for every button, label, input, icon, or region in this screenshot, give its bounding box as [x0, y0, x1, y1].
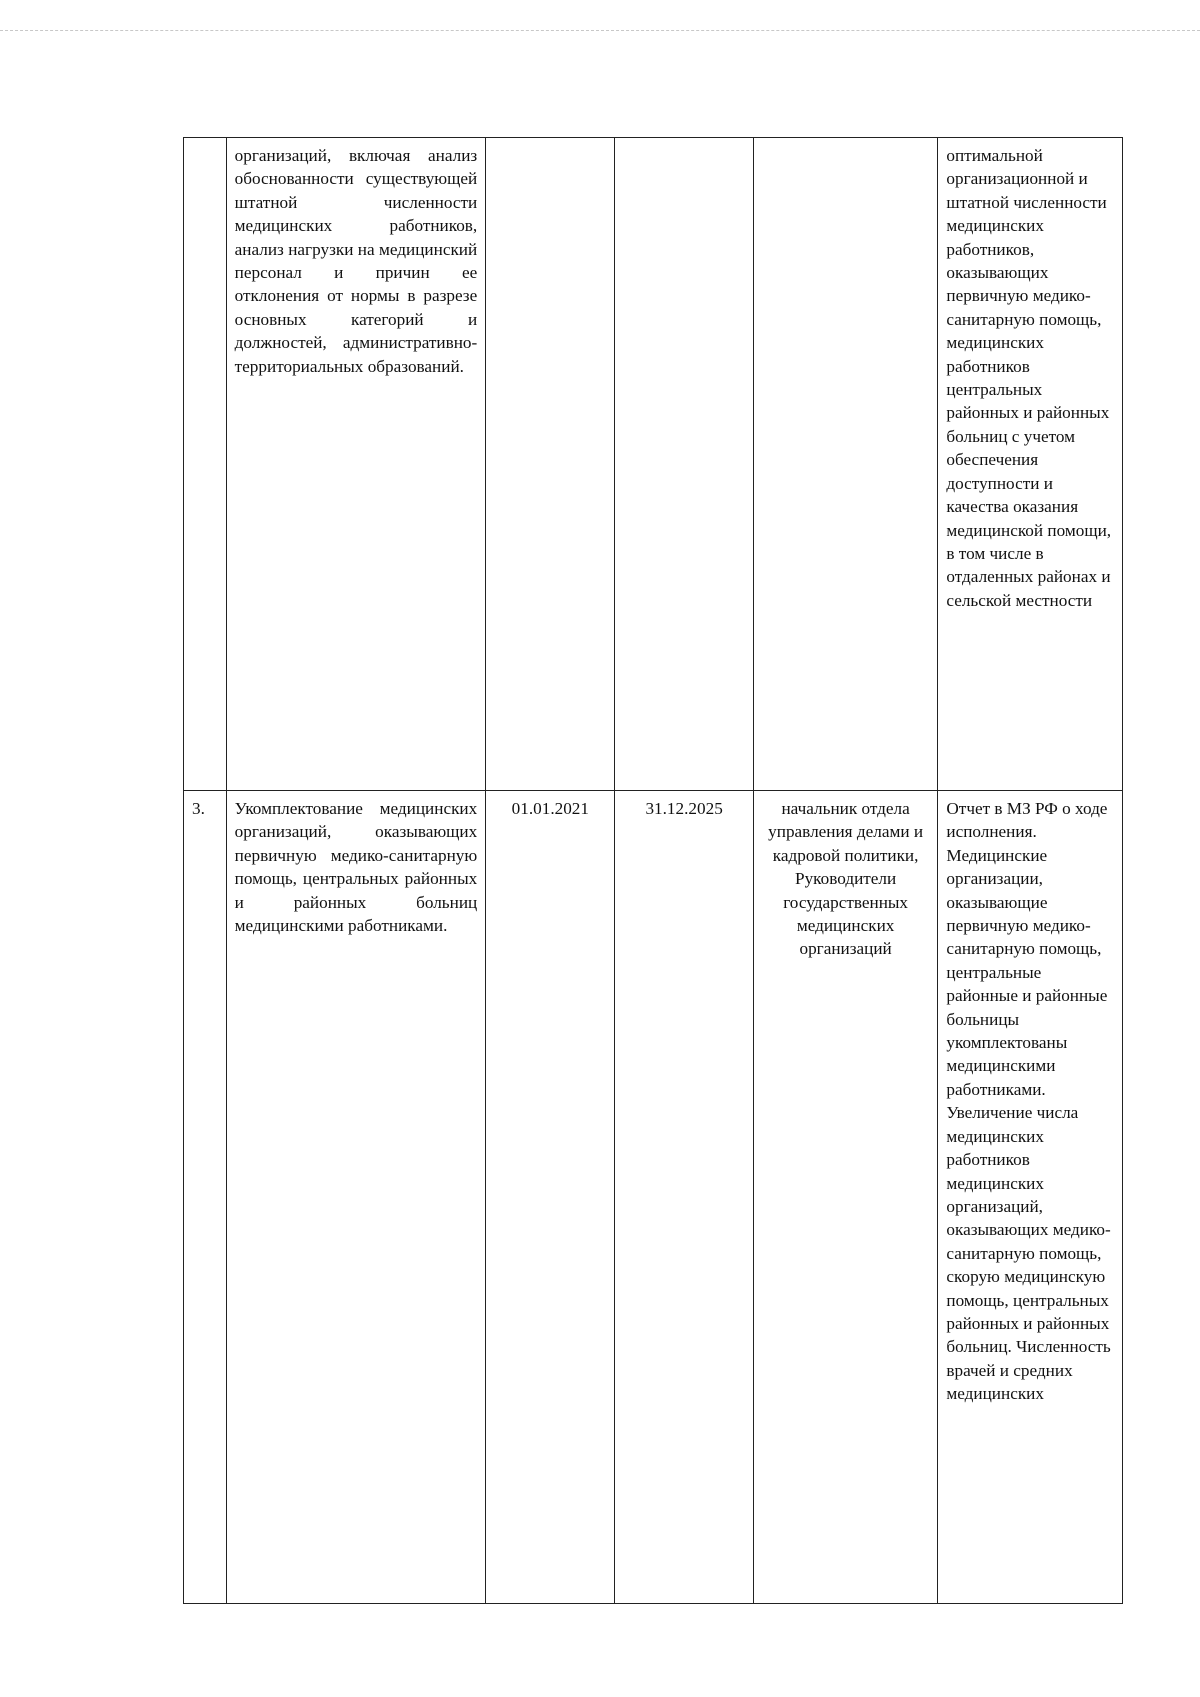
scan-edge-line	[0, 0, 1200, 31]
cell-number: 3.	[184, 791, 227, 1604]
table-row-continued	[184, 138, 1123, 791]
cell-start-date: 01.01.2021	[486, 791, 615, 1604]
cell-result: Отчет в МЗ РФ о ходе исполнения. Медицинские организации, оказывающие первичную медико-санитарную помощь, центральные районные и районные больницы укомплектованы медицинскими работниками. Увеличение числа медицинских работников медицинских организаций, оказывающих медико-санитарную помощь, скорую медицинскую помощь, центральных районных и районных больниц. Численность врачей и средних медицинских	[938, 791, 1123, 1604]
cell-task: Укомплектование медицинских организаций, оказывающих первичную медико-санитарную помощь, центральных районных и районных больниц медицинскими работниками.	[226, 791, 486, 1604]
cell-end-date	[615, 138, 753, 791]
cell-task: организаций, включая анализ обоснованности существующей штатной численности медицинских работников, анализ нагрузки на медицинский персонал и причин ее отклонения от нормы в разрезе основных категорий и должностей, административно-территориальных образований.	[226, 138, 486, 791]
plan-table	[183, 137, 1123, 1604]
cell-result: оптимальной организационной и штатной численности медицинских работников, оказывающих первичную медико-санитарную помощь, медицинских работников центральных районных и районных больниц с учетом обеспечения доступности и качества оказания медицинской помощи, в том числе в отдаленных районах и сельской местности	[938, 138, 1123, 791]
cell-responsible	[753, 138, 938, 791]
cell-responsible: начальник отдела управления делами и кадровой политики, Руководители государственных медицинских организаций	[753, 791, 938, 1604]
table-row-3	[184, 791, 1123, 1604]
cell-number	[184, 138, 227, 791]
cell-end-date: 31.12.2025	[615, 791, 753, 1604]
cell-start-date	[486, 138, 615, 791]
